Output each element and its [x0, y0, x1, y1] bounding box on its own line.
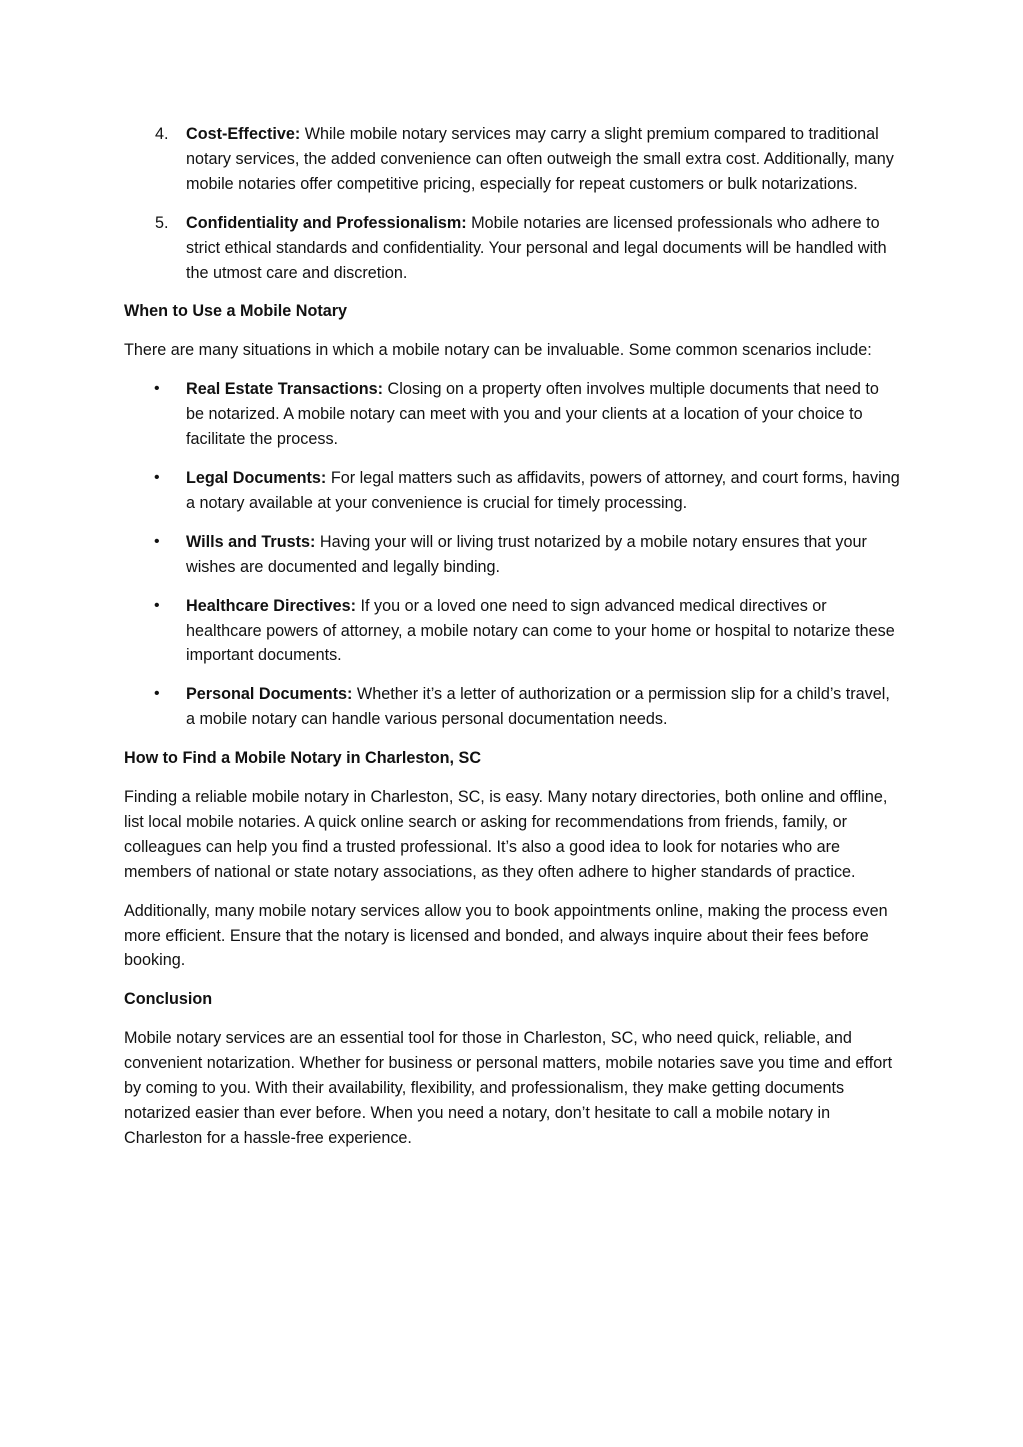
item-text: Mobile notaries are licensed professionals who adhere to strict ethical standards and confidentiality. Your personal and legal documents will be handled with the utmost care and discretion. — [186, 213, 887, 282]
item-text: Having your will or living trust notarized by a mobile notary ensures that your wishes are documented and legally binding. — [186, 532, 867, 576]
section-intro-when: There are many situations in which a mobile notary can be invaluable. Some common scenarios include: — [124, 341, 872, 360]
list-number: 4. — [155, 125, 169, 143]
section-heading-conclusion: Conclusion — [124, 990, 213, 1009]
bullet-list — [124, 377, 900, 732]
item-lead: Confidentiality and Professionalism: — [186, 213, 467, 232]
bullet-icon: • — [154, 596, 160, 614]
bullet-list-item — [124, 377, 900, 452]
bullet-icon: • — [154, 685, 160, 703]
document-page — [124, 122, 900, 1165]
conclusion-paragraph: Mobile notary services are an essential tool for those in Charleston, SC, who need quick, reliable, and convenient notarization. Whether for business or personal matters, mobile notaries save you time and effort by coming to you. With their availability, flexibility, and professionalism, they make getting documents notarized easier than ever before. When you need a notary, don’t hesitate to call a mobile notary in Charleston for a hassle-free experience. — [124, 1029, 893, 1147]
list-number: 5. — [155, 213, 169, 232]
paragraph: Additionally, many mobile notary services allow you to book appointments online, making the process even more efficient. Ensure that the notary is licensed and bonded, and always inquire about their fees before booking. — [124, 901, 888, 970]
paragraph: Finding a reliable mobile notary in Charleston, SC, is easy. Many notary directories, both online and offline, list local mobile notaries. A quick online search or asking for recommendations from friends, family, or colleagues can help you find a trusted professional. It’s also a good idea to look for notaries who are members of national or state notary associations, as they often adhere to higher standards of practice. — [124, 788, 888, 881]
bullet-list-item — [124, 682, 900, 732]
item-text: While mobile notary services may carry a slight premium compared to traditional notary services, the added convenience can often outweigh the small extra cost. Additionally, many mobile notaries offer competitive pricing, especially for repeat customers or bulk notarizations. — [186, 125, 894, 193]
bullet-icon: • — [154, 532, 160, 550]
section-heading-when: When to Use a Mobile Notary — [124, 302, 348, 321]
item-text: Closing on a property often involves multiple documents that need to be notarized. A mobile notary can meet with you and your clients at a location of your choice to facilitate the process. — [186, 380, 879, 449]
bullet-icon: • — [154, 380, 160, 398]
section-heading-find: How to Find a Mobile Notary in Charleston, SC — [124, 749, 482, 768]
bullet-icon: • — [154, 468, 160, 486]
item-text: Whether it’s a letter of authorization or a permission slip for a child’s travel, a mobile notary can handle various personal documentation needs. — [186, 685, 890, 729]
item-lead: Wills and Trusts: — [186, 532, 316, 551]
numbered-list-item — [124, 211, 900, 286]
item-lead: Legal Documents: — [186, 468, 327, 487]
item-text: If you or a loved one need to sign advanced medical directives or healthcare powers of attorney, a mobile notary can come to your home or hospital to notarize these important documents. — [186, 596, 895, 665]
item-lead: Cost-Effective: — [186, 125, 301, 143]
item-text: For legal matters such as affidavits, powers of attorney, and court forms, having a notary available at your convenience is crucial for timely processing. — [186, 468, 900, 512]
bullet-list-item — [124, 466, 900, 516]
bullet-list-item — [124, 530, 900, 580]
item-lead: Real Estate Transactions: — [186, 380, 384, 399]
numbered-list-item — [124, 122, 900, 197]
numbered-list — [124, 122, 900, 285]
bullet-list-item — [124, 594, 900, 669]
item-lead: Healthcare Directives: — [186, 596, 357, 615]
item-lead: Personal Documents: — [186, 685, 353, 704]
